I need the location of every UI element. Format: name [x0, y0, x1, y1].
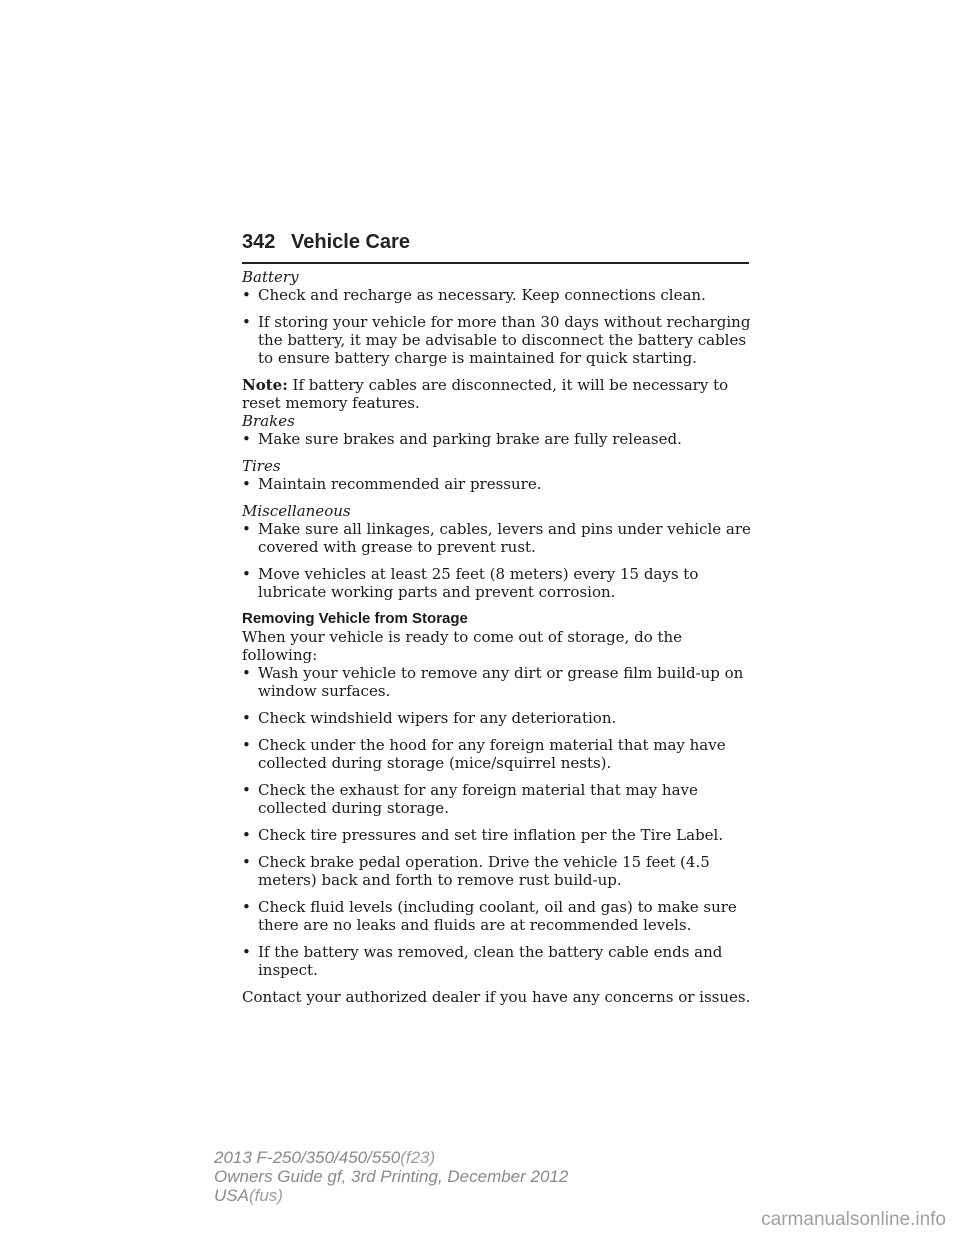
list-item [242, 664, 752, 700]
bullet-icon: • [242, 781, 251, 799]
list-item-text: Move vehicles at least 25 feet (8 meters) every 15 days to lubricate working parts and prevent corrosion. [258, 565, 699, 601]
page-header [242, 228, 749, 264]
section-title: Vehicle Care [291, 231, 410, 253]
list-item-text: Check fluid levels (including coolant, oil and gas) to make sure there are no leaks and fluids are at recommended levels. [258, 898, 737, 934]
bullet-icon: • [242, 475, 251, 493]
note-label: Note: [242, 376, 288, 394]
footer-model-code: (f23) [400, 1148, 436, 1167]
list-item-text: Check under the hood for any foreign material that may have collected during storage (mice/squirrel nests). [258, 736, 726, 772]
footer-market-code: (fus) [248, 1186, 283, 1205]
tires-heading: Tires [242, 457, 281, 475]
misc-heading: Miscellaneous [242, 502, 351, 520]
list-item-text: Make sure brakes and parking brake are fully released. [258, 430, 682, 448]
bullet-icon: • [242, 943, 251, 961]
list-item-text: Check tire pressures and set tire inflation per the Tire Label. [258, 826, 724, 844]
brakes-heading: Brakes [242, 412, 295, 430]
list-item [242, 943, 752, 979]
removing-heading: Removing Vehicle from Storage [242, 610, 468, 627]
bullet-icon: • [242, 664, 251, 682]
battery-note [242, 376, 752, 412]
footer-market: USA [214, 1186, 249, 1205]
list-item [242, 826, 752, 844]
bullet-icon: • [242, 520, 251, 538]
footer-line-model [214, 1148, 568, 1167]
list-item [242, 565, 752, 601]
list-item [242, 781, 752, 817]
list-item [242, 313, 752, 367]
bullet-icon: • [242, 853, 251, 871]
footer-line-edition: Owners Guide gf, 3rd Printing, December 2012 [214, 1167, 569, 1186]
bullet-icon: • [242, 709, 251, 727]
removing-intro: When your vehicle is ready to come out of storage, do the following: [242, 628, 683, 664]
bullet-icon: • [242, 565, 251, 583]
note-text: If battery cables are disconnected, it will be necessary to reset memory features. [242, 376, 729, 412]
list-item-text: Maintain recommended air pressure. [258, 475, 542, 493]
list-item-text: Check windshield wipers for any deterioration. [258, 709, 617, 727]
closing-paragraph: Contact your authorized dealer if you have any concerns or issues. [242, 988, 751, 1006]
list-item [242, 520, 752, 556]
list-item-text: Check brake pedal operation. Drive the vehicle 15 feet (4.5 meters) back and forth to remove rust build-up. [258, 853, 710, 889]
battery-heading: Battery [242, 268, 299, 286]
list-item-text: Wash your vehicle to remove any dirt or grease film build-up on window surfaces. [258, 664, 744, 700]
list-item-text: Check the exhaust for any foreign material that may have collected during storage. [258, 781, 698, 817]
bullet-icon: • [242, 313, 251, 331]
bullet-icon: • [242, 898, 251, 916]
page-body [242, 268, 752, 1006]
list-item-text: If storing your vehicle for more than 30 days without recharging the battery, it may be advisable to disconnect the battery cables to ensure battery charge is maintained for quick starting. [258, 313, 751, 367]
list-item [242, 736, 752, 772]
footer-model: 2013 F-250/350/450/550 [214, 1148, 401, 1167]
list-item [242, 709, 752, 727]
list-item [242, 853, 752, 889]
document-footer [214, 1148, 568, 1205]
list-item [242, 898, 752, 934]
footer-line-market [214, 1186, 568, 1205]
bullet-icon: • [242, 826, 251, 844]
bullet-icon: • [242, 736, 251, 754]
list-item [242, 475, 752, 493]
bullet-icon: • [242, 430, 251, 448]
list-item-text: Make sure all linkages, cables, levers and pins under vehicle are covered with grease to prevent rust. [258, 520, 751, 556]
bullet-icon: • [242, 286, 251, 304]
watermark: carmanualsonline.info [761, 1209, 946, 1230]
page-number: 342 [242, 231, 276, 253]
list-item-text: If the battery was removed, clean the battery cable ends and inspect. [258, 943, 723, 979]
list-item [242, 430, 752, 448]
list-item [242, 286, 752, 304]
list-item-text: Check and recharge as necessary. Keep connections clean. [258, 286, 706, 304]
